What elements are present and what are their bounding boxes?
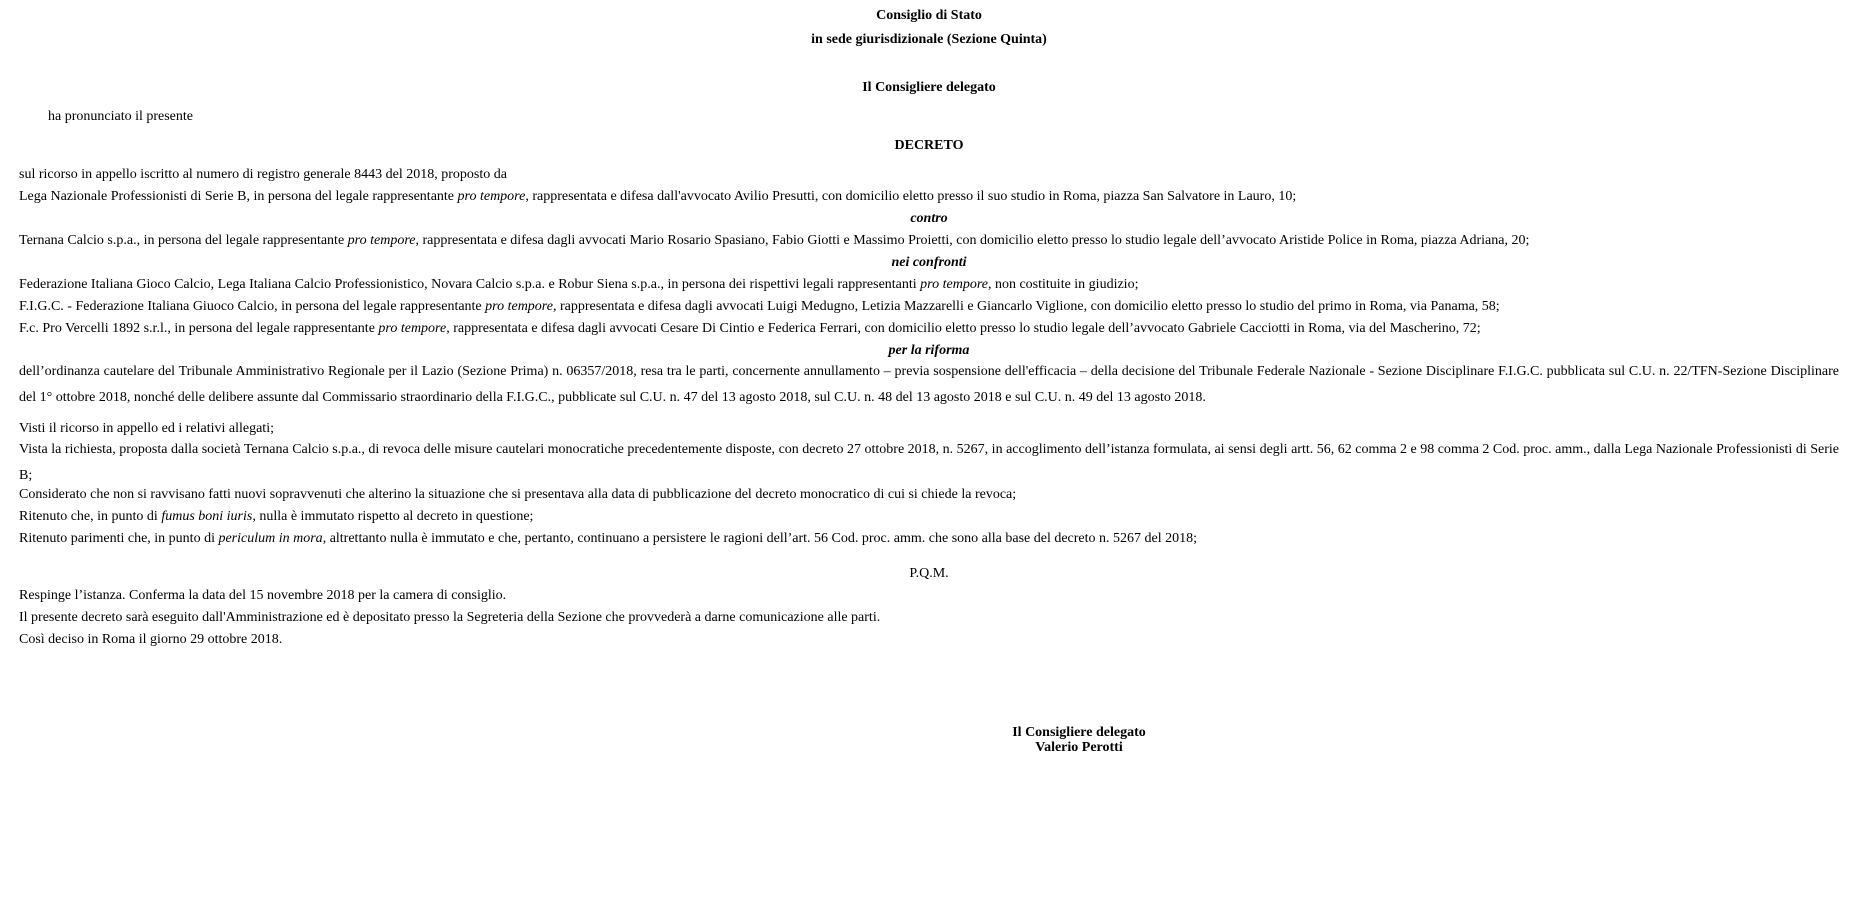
other-party-3: F.c. Pro Vercelli 1892 s.r.l., in persona del legale rappresentante pro tempore, rappresentata e difesa dagli avvocati Cesare Di Cintio e Federica Ferrari, con domicilio eletto presso lo studio legale dell’avvocato Gabriele Cacciotti in Roma, via del Mascherino, 72;: [19, 321, 1481, 336]
others-heading: nei confronti: [891, 255, 967, 270]
other-party-2: F.I.G.C. - Federazione Italiana Giuoco Calcio, in persona del legale rappresentante pro tempore, rappresentata e difesa dagli avvocati Luigi Medugno, Letizia Mazzarelli e Giancarlo Viglione, con domicilio eletto presso lo studio del primo in Roma, via Panama, 58;: [19, 299, 1500, 314]
appellant-paragraph: Lega Nazionale Professionisti di Serie B, in persona del legale rappresentante pro tempore, rappresentata e difesa dall'avvocato Avilio Presutti, con domicilio eletto presso il suo studio in Roma, piazza San Salvatore in Lauro, 10;: [19, 189, 1297, 204]
signature-role: Il Consigliere delegato: [1012, 725, 1146, 740]
judge-role-heading: Il Consigliere delegato: [862, 80, 996, 95]
signature-name: Valerio Perotti: [1035, 740, 1123, 755]
document-type-heading: DECRETO: [894, 138, 964, 153]
consideration-5: Ritenuto parimenti che, in punto di periculum in mora, altrettanto nulla è immutato e che, pertanto, continuano a persistere le ragioni dell’art. 56 Cod. proc. amm. che sono alla base del decreto n. 5267 del 2018;: [19, 531, 1198, 546]
appeal-intro: sul ricorso in appello iscritto al numero di registro generale 8443 del 2018, proposto da: [19, 167, 507, 182]
reform-heading: per la riforma: [888, 343, 970, 358]
ruling-line-2: Il presente decreto sarà eseguito dall'Amministrazione ed è depositato presso la Segreteria della Sezione che provvederà a darne comunicazione alle parti.: [19, 610, 881, 625]
other-party-1: Federazione Italiana Gioco Calcio, Lega Italiana Calcio Professionistico, Novara Calcio s.p.a. e Robur Siena s.p.a., in persona dei rispettivi legali rappresentanti pro tempore, non costituite in giudizio;: [19, 277, 1139, 292]
consideration-1: Visti il ricorso in appello ed i relativi allegati;: [19, 421, 274, 436]
decree-document: [19, 0, 1839, 916]
ruling-line-1: Respinge l’istanza. Conferma la data del 15 novembre 2018 per la camera di consiglio.: [19, 588, 507, 603]
court-name: Consiglio di Stato: [876, 8, 982, 23]
ruling-line-3: Così deciso in Roma il giorno 29 ottobre 2018.: [19, 632, 283, 647]
against-heading: contro: [910, 211, 948, 226]
pronounced-text: ha pronunciato il presente: [48, 109, 194, 124]
reform-paragraph: dell’ordinanza cautelare del Tribunale Amministrativo Regionale per il Lazio (Sezione Prima) n. 06357/2018, resa tra le parti, concernente annullamento – previa sospensione dell'efficacia – della decisione del Tribunale Federale Nazionale - Sezione Disciplinare F.I.G.C. pubblicata sul C.U. n. 22/TFN-Sezione Disciplinare del 1° ottobre 2018, nonché delle delibere assunte dal Commissario straordinario della F.I.G.C., pubblicate sul C.U. n. 47 del 13 agosto 2018, sul C.U. n. 48 del 13 agosto 2018 e sul C.U. n. 49 del 13 agosto 2018.: [19, 364, 1839, 405]
court-section: in sede giurisdizionale (Sezione Quinta): [811, 32, 1047, 47]
consideration-3: Considerato che non si ravvisano fatti nuovi sopravvenuti che alterino la situazione che si presentava alla data di pubblicazione del decreto monocratico di cui si chiede la revoca;: [19, 487, 1017, 502]
consideration-2: Vista la richiesta, proposta dalla società Ternana Calcio s.p.a., di revoca delle misure cautelari monocratiche precedentemente disposte, con decreto 27 ottobre 2018, n. 5267, in accoglimento dell’istanza formulata, ai sensi degli artt. 56, 62 comma 2 e 98 comma 2 Cod. proc. amm., dalla Lega Nazionale Professionisti di Serie B;: [19, 442, 1839, 483]
respondent-paragraph: Ternana Calcio s.p.a., in persona del legale rappresentante pro tempore, rappresentata e difesa dagli avvocati Mario Rosario Spasiano, Fabio Giotti e Massimo Proietti, con domicilio eletto presso lo studio legale dell’avvocato Aristide Police in Roma, piazza Adriana, 20;: [19, 233, 1530, 248]
ruling-heading: P.Q.M.: [909, 566, 949, 581]
consideration-4: Ritenuto che, in punto di fumus boni iuris, nulla è immutato rispetto al decreto in questione;: [19, 509, 534, 524]
